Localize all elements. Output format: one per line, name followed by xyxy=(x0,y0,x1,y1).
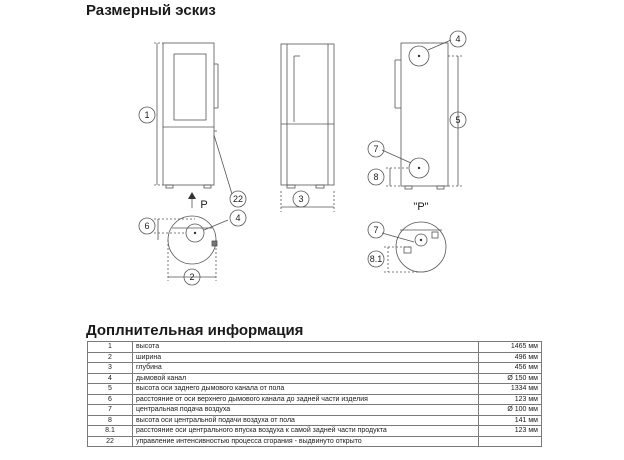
row-value: Ø 150 мм xyxy=(479,373,542,384)
sketch-title: Размерный эскиз xyxy=(86,2,216,19)
row-desc: высота оси центральной подачи воздуха от пола xyxy=(133,415,479,426)
callout-8-1: 8.1 xyxy=(369,254,383,264)
rear-view xyxy=(382,40,462,189)
row-desc: высота xyxy=(133,342,479,353)
row-desc: управление интенсивностью процесса сгорания - выдвинуто открыто xyxy=(133,436,479,447)
callout-7-bottom: 7 xyxy=(373,225,379,235)
table-row xyxy=(88,415,542,426)
row-value: 456 мм xyxy=(479,363,542,374)
callout-4-rear: 4 xyxy=(455,34,461,44)
view-label-p: P xyxy=(200,199,208,211)
row-num: 2 xyxy=(88,352,133,363)
row-num: 5 xyxy=(88,384,133,395)
row-num: 1 xyxy=(88,342,133,353)
info-title: Доплнительная информация xyxy=(86,322,304,339)
row-num: 22 xyxy=(88,436,133,447)
row-num: 3 xyxy=(88,363,133,374)
table-row xyxy=(88,384,542,395)
row-value xyxy=(479,436,542,447)
row-desc: ширина xyxy=(133,352,479,363)
side-view xyxy=(281,44,334,212)
callout-6: 6 xyxy=(144,221,150,231)
row-num: 8 xyxy=(88,415,133,426)
row-value: 123 мм xyxy=(479,394,542,405)
row-value: 123 мм xyxy=(479,426,542,437)
top-view xyxy=(154,193,228,281)
callout-1: 1 xyxy=(144,110,150,120)
table-row xyxy=(88,394,542,405)
front-view xyxy=(154,43,232,194)
row-desc: центральная подача воздуха xyxy=(133,405,479,416)
row-value: Ø 100 мм xyxy=(479,405,542,416)
table-row xyxy=(88,436,542,447)
row-value: 1465 мм xyxy=(479,342,542,353)
callout-8: 8 xyxy=(373,172,379,182)
callout-4-top: 4 xyxy=(235,213,241,223)
table-row xyxy=(88,342,542,353)
arrow-up-icon xyxy=(188,192,196,199)
table-row xyxy=(88,352,542,363)
row-desc: глубина xyxy=(133,363,479,374)
row-desc: дымовой канал xyxy=(133,373,479,384)
table-row xyxy=(88,426,542,437)
view-label-p-quoted: "P" xyxy=(413,201,429,213)
table-row xyxy=(88,373,542,384)
row-value: 1334 мм xyxy=(479,384,542,395)
row-num: 4 xyxy=(88,373,133,384)
row-num: 8.1 xyxy=(88,426,133,437)
row-num: 6 xyxy=(88,394,133,405)
callout-5: 5 xyxy=(455,115,461,125)
specs-table xyxy=(87,341,542,447)
row-desc: расстояние оси центрального впуска воздуха к самой задней части продукта xyxy=(133,426,479,437)
row-desc: расстояние от оси верхнего дымового канала до задней части изделия xyxy=(133,394,479,405)
bottom-view xyxy=(382,222,446,272)
row-num: 7 xyxy=(88,405,133,416)
table-row xyxy=(88,363,542,374)
callout-7-rear: 7 xyxy=(373,144,379,154)
row-desc: высота оси заднего дымового канала от пола xyxy=(133,384,479,395)
callout-3: 3 xyxy=(298,194,304,204)
table-row xyxy=(88,405,542,416)
callout-22: 22 xyxy=(232,194,244,204)
row-value: 141 мм xyxy=(479,415,542,426)
row-value: 496 мм xyxy=(479,352,542,363)
callout-2: 2 xyxy=(189,272,195,282)
